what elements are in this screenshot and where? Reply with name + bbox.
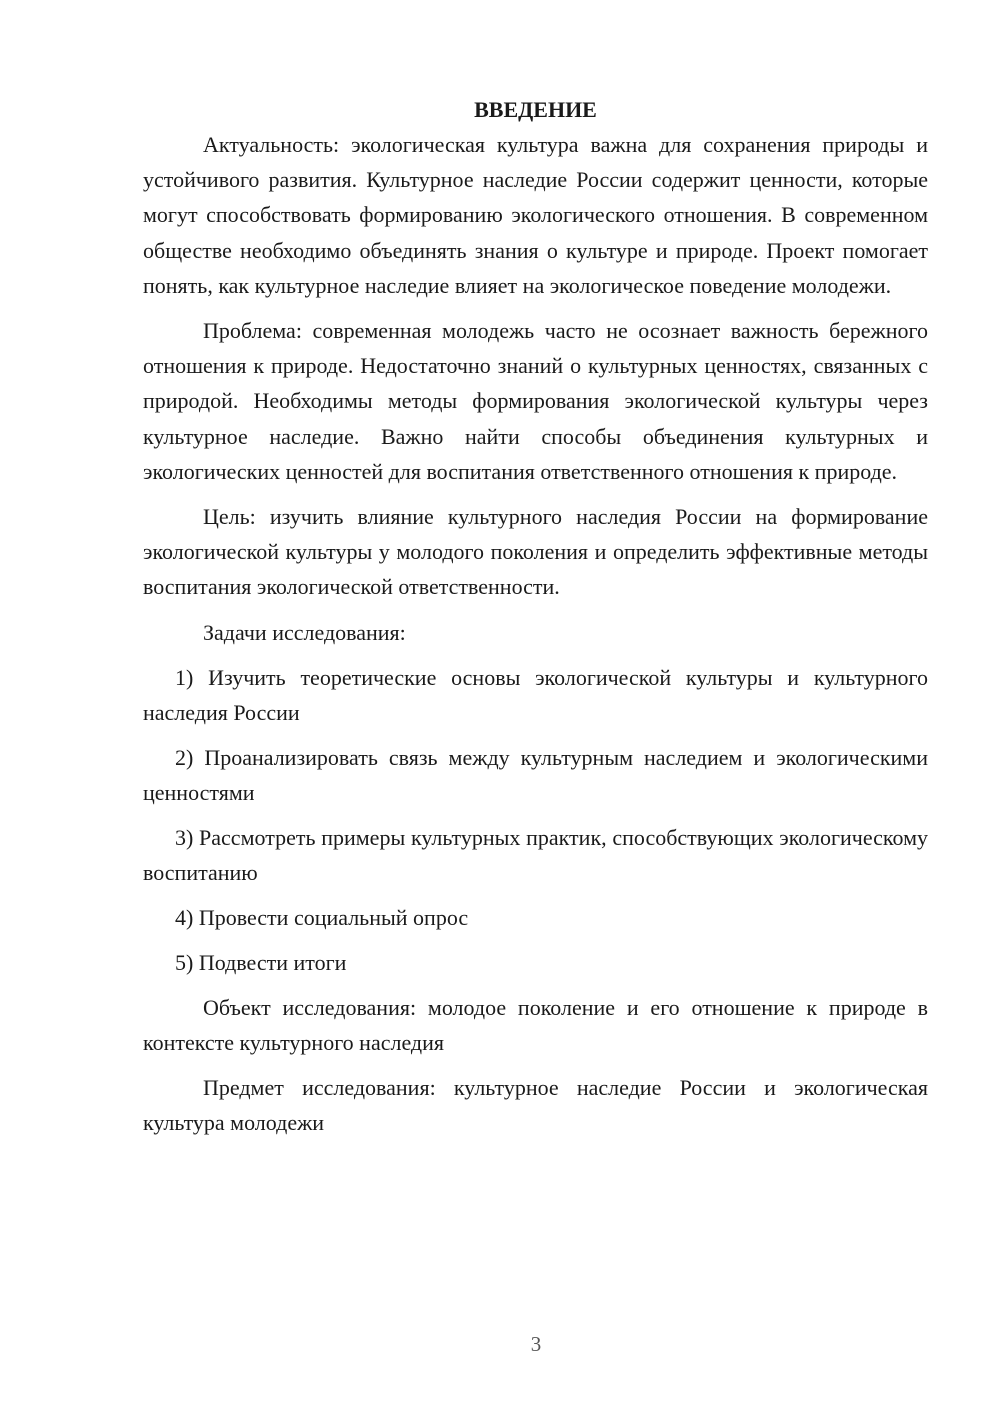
subject-paragraph: Предмет исследования: культурное наследие России и экологическая культура молодежи [143, 1075, 928, 1136]
task-item-2: 2) Проанализировать связь между культурным наследием и экологическими ценностями [143, 744, 928, 805]
task-item-3: 3) Рассмотреть примеры культурных практик, способствующих экологическому воспитанию [143, 824, 928, 885]
task-item-5: 5) Подвести итоги [175, 949, 347, 975]
page-number: 3 [530, 1332, 542, 1356]
goal-paragraph: Цель: изучить влияние культурного наследия России на формирование экологической культуры у молодого поколения и определить эффективные методы воспитания экологической ответственности. [143, 504, 928, 600]
task-item-4: 4) Провести социальный опрос [175, 904, 469, 930]
object-paragraph: Объект исследования: молодое поколение и его отношение к природе в контексте культурного наследия [143, 994, 928, 1056]
document-page [143, 92, 928, 1141]
problem-paragraph: Проблема: современная молодежь часто не осознает важность бережного отношения к природе. Недостаточно знаний о культурных ценностях, связанных с природой. Необходимы методы формирования экологической культуры через культурное наследие. Важно найти способы объединения культурных и экологических ценностей для воспитания ответственного отношения к природе. [143, 318, 928, 484]
tasks-heading: Задачи исследования: [203, 619, 406, 645]
relevance-paragraph: Актуальность: экологическая культура важна для сохранения природы и устойчивого развития. Культурное наследие России содержит ценности, которые могут способствовать формированию экологического отношения. В современном обществе необходимо объединять знания о культуре и природе. Проект помогает понять, как культурное наследие влияет на экологическое поведение молодежи. [143, 132, 928, 298]
page-title: ВВЕДЕНИЕ [474, 97, 597, 122]
task-item-1: 1) Изучить теоретические основы экологической культуры и культурного наследия России [143, 664, 928, 725]
